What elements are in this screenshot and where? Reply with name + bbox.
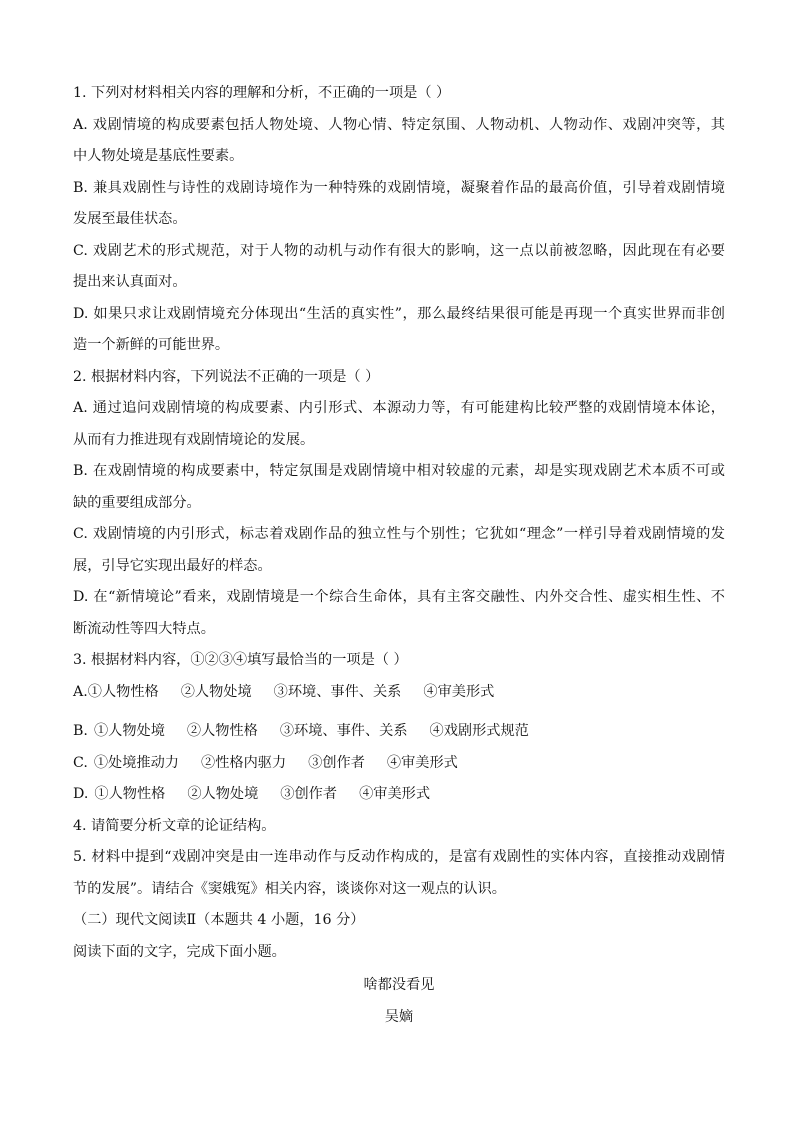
q2-option-b-line1: B. 在戏剧情境的构成要素中，特定氛围是戏剧情境中相对较虚的元素，却是实现戏剧艺术本质不可或 [73, 463, 725, 479]
q2-option-b-line2: 缺的重要组成部分。 [73, 494, 201, 511]
q3-option-a-item3: ③环境、事件、关系 [273, 683, 402, 700]
q3-option-c [73, 748, 725, 780]
document-page [73, 78, 725, 1033]
q4-stem: 4. 请简要分析文章的论证结构。 [73, 817, 276, 834]
article-author: 吴嫡 [384, 1008, 414, 1025]
q3-option-a-item1: ①人物性格 [87, 683, 159, 700]
q5-line2: 节的发展”。请结合《窦娥冤》相关内容，谈谈你对这一观点的认识。 [73, 880, 506, 897]
q3-option-d [73, 779, 725, 811]
q3-option-a-item4: ④审美形式 [423, 683, 495, 700]
q3-option-d-item1: ①人物性格 [94, 786, 166, 802]
q2-option-c-line1: C. 戏剧情境的内引形式，标志着戏剧作品的独立性与个别性；它犹如“理念”一样引导着戏剧情境的发 [73, 526, 725, 542]
q3-stem: 3. 根据材料内容，①②③④填写最恰当的一项是（ ） [73, 652, 408, 668]
q3-option-c-item1: ①处境推动力 [93, 754, 179, 771]
q1-stem: 1. 下列对材料相关内容的理解和分析，不正确的一项是（ ） [73, 85, 451, 101]
q2-option-a-line2: 从而有力推进现有戏剧情境论的发展。 [73, 431, 315, 448]
q2-option-d-line2: 断流动性等四大特点。 [73, 620, 215, 637]
q3-option-b-item2: ②人物性格 [186, 723, 258, 739]
q2-option-c-line2: 展，引导它实现出最好的样态。 [73, 557, 272, 574]
q1-option-d-line2: 造一个新鲜的可能世界。 [73, 337, 230, 353]
q3-option-a-label: A. [73, 683, 88, 700]
section2-instruction: 阅读下面的文字，完成下面小题。 [73, 943, 286, 960]
q3-option-a [73, 677, 725, 709]
q3-option-d-label: D. [73, 786, 89, 802]
q3-option-d-item3: ③创作者 [280, 786, 338, 802]
q3-option-c-item4: ④审美形式 [386, 754, 458, 771]
q5-line1: 5. 材料中提到“戏剧冲突是由一连串动作与反动作构成的，是富有戏剧性的实体内容，直接推动戏剧情 [73, 849, 725, 865]
q2-stem: 2. 根据材料内容，下列说法不正确的一项是（ ） [73, 368, 380, 385]
q1-option-b-line1: B. 兼具戏剧性与诗性的戏剧诗境作为一种特殊的戏剧情境，凝聚着作品的最高价值，引导着戏剧情境 [73, 179, 725, 196]
q1-option-c-line2: 提出来认真面对。 [73, 274, 187, 290]
q1-option-a-line2: 中人物处境是基底性要素。 [73, 148, 244, 164]
q1-option-b-line2: 发展至最佳状态。 [73, 211, 187, 227]
q2-option-a-line1: A. 通过追问戏剧情境的构成要素、内引形式、本源动力等，有可能建构比较严整的戏剧情境本体论， [73, 400, 725, 416]
q3-option-d-item2: ②人物处境 [187, 786, 259, 802]
q3-option-c-label: C. [73, 754, 88, 771]
q3-option-b-label: B. [73, 723, 88, 739]
q1-option-a-line1: A. 戏剧情境的构成要素包括人物处境、人物心情、特定氛围、人物动机、人物动作、戏剧冲突等，其 [73, 116, 725, 133]
q1-option-d-line1: D. 如果只求让戏剧情境充分体现出“生活的真实性”，那么最终结果很可能是再现一个真实世界而非创 [73, 305, 725, 322]
q3-option-b-item3: ③环境、事件、关系 [279, 723, 408, 739]
q1-option-c-line1: C. 戏剧艺术的形式规范，对于人物的动机与动作有很大的影响，这一点以前被忽略，因此现在有必要 [73, 242, 725, 259]
q3-option-b [73, 716, 725, 748]
q3-option-b-item1: ①人物处境 [93, 723, 165, 739]
section2-heading: （二）现代文阅读Ⅱ（本题共 4 小题，16 分） [73, 912, 365, 928]
q2-option-d-line1: D. 在“新情境论”看来，戏剧情境是一个综合生命体，具有主客交融性、内外交合性、虚实相生性、不 [73, 589, 725, 605]
q3-option-c-item2: ②性格内驱力 [201, 754, 287, 771]
q3-option-b-item4: ④戏剧形式规范 [429, 723, 529, 739]
q3-option-a-item2: ②人物处境 [180, 683, 252, 700]
article-title: 啥都没看见 [363, 977, 435, 993]
q3-option-d-item4: ④审美形式 [359, 786, 431, 802]
q3-option-c-item3: ③创作者 [308, 754, 365, 771]
